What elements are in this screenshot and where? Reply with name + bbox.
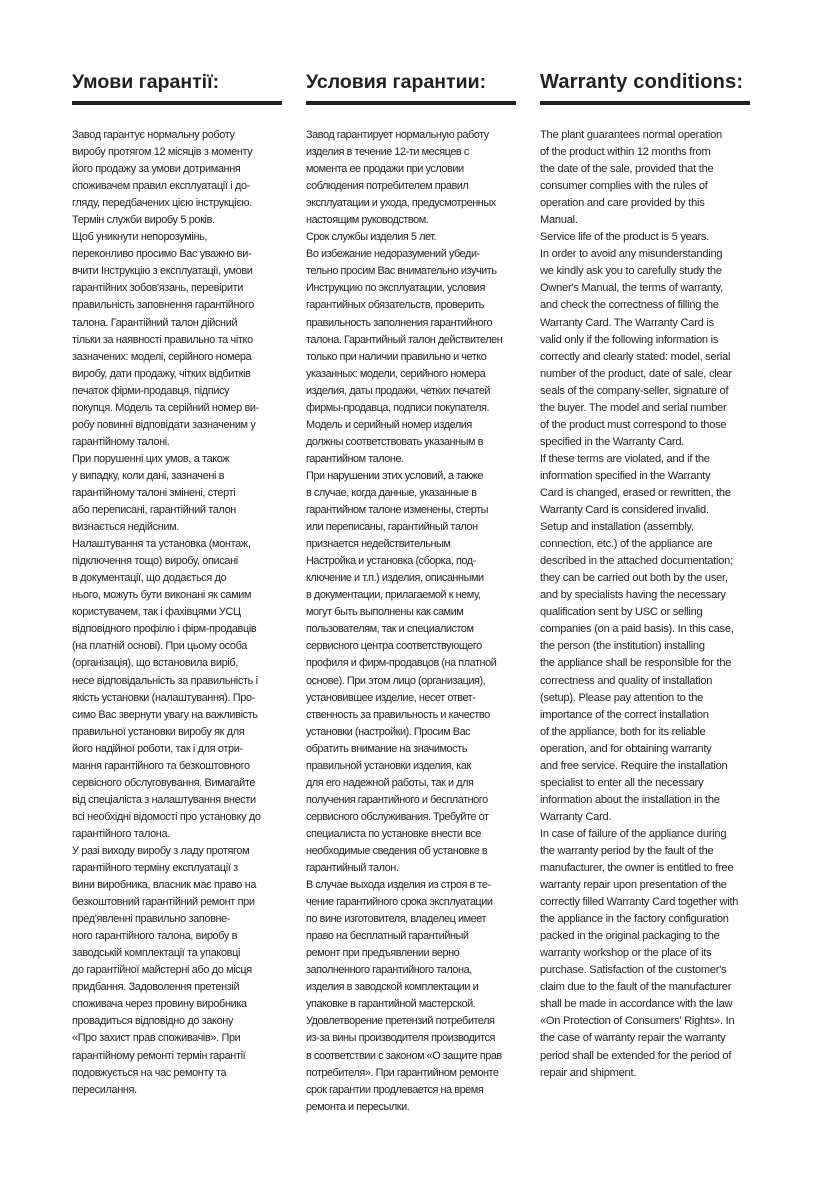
text-line: companies (on a paid basis). In this case,	[540, 623, 734, 636]
text-line: manufacturer, the owner is entitled to free	[540, 862, 734, 875]
text-line: гарантийный талон.	[306, 862, 399, 875]
text-line: безкоштовний гарантійний ремонт при	[72, 896, 255, 909]
heading-english: Warranty conditions:	[540, 71, 744, 93]
text-line: the date of the sale, provided that the	[540, 163, 714, 176]
text-line: могут быть выполнены как самим	[306, 606, 464, 619]
text-line: несе відповідальність за правильність і	[72, 674, 258, 687]
text-line: Warranty Card.	[540, 810, 612, 823]
warranty-text-russian	[306, 127, 518, 1116]
text-line: підключення тощо) виробу, описані	[72, 555, 238, 568]
text-line: and by specialists having the necessary	[540, 589, 726, 602]
text-line: ремонта и пересылки.	[306, 1100, 410, 1113]
text-line: тельно просим Вас внимательно изучить	[306, 265, 497, 278]
text-line: для его надежной работы, так и для	[306, 776, 474, 789]
text-line: Setup and installation (assembly,	[540, 521, 694, 534]
text-line: (setup). Please pay attention to the	[540, 691, 704, 704]
warranty-text-ukrainian	[72, 127, 284, 1099]
text-line: из-за вины производителя производится	[306, 1032, 495, 1045]
text-line: до гарантійної майстерні або до місця	[72, 964, 252, 977]
text-line: (організація), що встановила виріб,	[72, 657, 238, 670]
text-line: срок гарантии продлевается на время	[306, 1083, 484, 1096]
text-line: момента ее продажи при условии	[306, 163, 464, 176]
text-line: the case of warranty repair the warranty	[540, 1032, 726, 1045]
text-line: seals of the company-seller, signature of	[540, 384, 729, 397]
text-line: должны соответствовать указанным в	[306, 435, 483, 448]
text-line: period shall be extended for the period of	[540, 1049, 732, 1062]
text-line: гарантійному ремонті термін гарантії	[72, 1049, 246, 1062]
text-line: Инструкцию по эксплуатации, условия	[306, 282, 485, 295]
text-line: In order to avoid any misunderstanding	[540, 248, 723, 261]
text-line: печаток фірми-продавця, підпису	[72, 384, 230, 397]
text-line: изделия в течение 12-ти месяцев с	[306, 146, 469, 159]
text-line: warranty repair upon presentation of the	[540, 879, 727, 892]
text-line: фирмы-продавца, подписи покупателя.	[306, 401, 490, 414]
text-line: ремонт при предъявлении верно	[306, 947, 460, 960]
text-line: гляду, передбачених цією інструкцією.	[72, 197, 252, 210]
text-line: заводській комплектації та упаковці	[72, 947, 241, 960]
text-line: по вине изготовителя, владелец имеет	[306, 913, 487, 926]
text-line: information about the installation in the	[540, 793, 720, 806]
text-line: від спеціаліста з налаштування внести	[72, 793, 256, 806]
text-line: the buyer. The model and serial number	[540, 401, 727, 414]
text-line: Налаштування та установка (монтаж,	[72, 538, 251, 551]
text-line: ственность за правильность и качество	[306, 708, 490, 721]
text-line: сервісного обслуговування. Вимагайте	[72, 776, 256, 789]
text-line: Service life of the product is 5 years.	[540, 231, 710, 244]
heading-russian: Условия гарантии:	[306, 71, 487, 93]
text-line: установки (настройки). Просим Вас	[306, 725, 471, 738]
text-line: of the product within 12 months from	[540, 146, 711, 159]
text-line: тільки за наявності правильно та чітко	[72, 333, 253, 346]
text-line: «Про захист прав споживачів». При	[72, 1032, 241, 1045]
warranty-column-ukrainian	[72, 68, 284, 1099]
text-line: they can be carried out both by the user,	[540, 572, 728, 585]
text-line: connection, etc.) of the appliance are	[540, 538, 713, 551]
text-line: If these terms are violated, and if the	[540, 452, 710, 465]
text-line: робу повинні відповідати зазначеним у	[72, 418, 256, 431]
heading-rule-russian	[306, 101, 516, 105]
text-line: мання гарантійного та безкоштовного	[72, 759, 250, 772]
text-line: гарантійних зобов'язань, перевірити	[72, 282, 243, 295]
text-line: operation, and for obtaining warranty	[540, 742, 712, 755]
text-line: виробу протягом 12 місяців з моменту	[72, 146, 253, 159]
text-line: зазначених: моделі, серійного номера	[72, 350, 252, 363]
text-line: of the appliance, both for its reliable	[540, 725, 706, 738]
text-line: correctness and quality of installation	[540, 674, 713, 687]
text-line: гарантийном талоне.	[306, 452, 404, 465]
text-line: виробу, дати продажу, чітких відбитків	[72, 367, 251, 380]
text-line: гарантійному талоні змінені, стерті	[72, 486, 236, 499]
text-line: repair and shipment.	[540, 1066, 637, 1079]
text-line: and free service. Require the installation	[540, 759, 728, 772]
text-line: operation and care provided by this	[540, 197, 705, 210]
text-line: талона. Гарантийный талон действителен	[306, 333, 503, 346]
warranty-column-russian	[306, 68, 518, 1116]
text-line: number of the product, date of sale, clear	[540, 367, 732, 380]
text-line: described in the attached documentation;	[540, 555, 733, 568]
text-line: вчити Інструкцію з експлуатації, умови	[72, 265, 253, 278]
text-line: packed in the original packaging to the	[540, 930, 720, 943]
heading-rule-english	[540, 101, 750, 105]
text-line: importance of the correct installation	[540, 708, 709, 721]
text-line: Термін служби виробу 5 років.	[72, 214, 215, 227]
text-line: симо Вас звернути увагу на важливість	[72, 708, 258, 721]
text-line: користувачем, так і фахівцями УСЦ	[72, 606, 241, 619]
warranty-column-english	[540, 68, 752, 1082]
text-line: установившее изделие, несет ответ-	[306, 691, 476, 704]
text-line: або переписані, гарантійний талон	[72, 504, 236, 517]
text-line: нього, можуть бути виконані як самим	[72, 589, 252, 602]
text-line: Во избежание недоразумений убеди-	[306, 248, 480, 261]
text-line: правильность заполнения гарантийного	[306, 316, 493, 329]
text-line: изделия, даты продажи, четких печатей	[306, 384, 491, 397]
text-line: чение гарантийного срока эксплуатации	[306, 896, 493, 909]
text-line: the person (the institution) installing	[540, 640, 705, 653]
heading-rule-ukrainian	[72, 101, 282, 105]
text-line: При порушенні цих умов, а також	[72, 452, 230, 465]
text-line: сервисного обслуживания. Требуйте от	[306, 810, 489, 823]
text-line: пред'явленні правильно заповне-	[72, 913, 231, 926]
text-line: потребителя». При гарантийном ремонте	[306, 1066, 499, 1079]
text-line: упаковке в гарантийной мастерской.	[306, 998, 476, 1011]
text-line: purchase. Satisfaction of the customer's	[540, 964, 727, 977]
text-line: correctly filled Warranty Card together with	[540, 896, 739, 909]
text-line: and check the correctness of filling the	[540, 299, 719, 312]
text-line: Warranty Card is considered invalid.	[540, 504, 709, 517]
text-line: талона. Гарантійний талон дійсний	[72, 316, 238, 329]
text-line: якість установки (налаштування). Про-	[72, 691, 255, 704]
text-line: гарантійного терміну експлуатації з	[72, 862, 238, 875]
text-line: Щоб уникнути непорозумінь,	[72, 231, 208, 244]
text-line: споживачем правил експлуатації і до-	[72, 180, 250, 193]
text-line: настоящим руководством.	[306, 214, 429, 227]
text-line: придбання. Задоволення претензій	[72, 981, 240, 994]
text-line: гарантійного талона.	[72, 827, 170, 840]
text-line: в случае, когда данные, указанные в	[306, 486, 477, 499]
text-line: Warranty Card. The Warranty Card is	[540, 316, 714, 329]
text-line: Card is changed, erased or rewritten, the	[540, 486, 731, 499]
text-line: в соответствии с законом «О защите прав	[306, 1049, 502, 1062]
text-line: information specified in the Warranty	[540, 469, 711, 482]
text-line: сервисного центра соответствующего	[306, 640, 482, 653]
text-line: shall be made in accordance with the law	[540, 998, 733, 1011]
text-line: Настройка и установка (сборка, под-	[306, 555, 476, 568]
text-line: гарантийном талоне изменены, стерты	[306, 504, 489, 517]
text-line: у випадку, коли дані, зазначені в	[72, 469, 225, 482]
text-line: пересилання.	[72, 1083, 137, 1096]
text-line: правильной установки изделия, как	[306, 759, 471, 772]
text-line: specialist to enter all the necessary	[540, 776, 704, 789]
text-line: qualification sent by USC or selling	[540, 606, 703, 619]
text-line: Завод гарантує нормальну роботу	[72, 129, 235, 141]
text-line: необходимые сведения об установке в	[306, 844, 488, 857]
text-line: of the product must correspond to those	[540, 418, 727, 431]
text-line: warranty workshop or the place of its	[540, 947, 712, 960]
text-line: При нарушении этих условий, а также	[306, 469, 483, 482]
text-line: или переписаны, гарантийный талон	[306, 521, 478, 534]
text-line: Модель и серийный номер изделия	[306, 418, 472, 431]
text-line: изделия в заводской комплектации и	[306, 981, 479, 994]
text-line: гарантійному талоні.	[72, 435, 170, 448]
text-line: його надійної роботи, так і для отри-	[72, 742, 243, 755]
text-line: признается недействительным	[306, 538, 451, 551]
text-line: claim due to the fault of the manufacturer	[540, 981, 732, 994]
text-line: In case of failure of the appliance during	[540, 827, 727, 840]
text-line: consumer complies with the rules of	[540, 180, 708, 193]
text-line: специалиста по установке внести все	[306, 827, 481, 840]
text-line: Срок службы изделия 5 лет.	[306, 231, 437, 244]
text-line: specified in the Warranty Card.	[540, 435, 685, 448]
text-line: всі необхідні відомості про установку до	[72, 810, 261, 823]
text-line: Завод гарантирует нормальную работу	[306, 129, 489, 141]
text-line: valid only if the following information is	[540, 333, 719, 346]
text-line: основе). При этом лицо (организация),	[306, 674, 486, 687]
text-line: the appliance in the factory configuration	[540, 913, 729, 926]
text-line: в документации, прилагаемой к нему,	[306, 589, 481, 602]
text-line: вини виробника, власник має право на	[72, 879, 257, 892]
text-line: покупця. Модель та серійний номер ви-	[72, 401, 259, 414]
text-line: відповідного профілю і фірм-продавців	[72, 623, 257, 636]
text-line: профиля и фирм-продавцов (на платной	[306, 657, 497, 670]
text-line: провадиться відповідно до закону	[72, 1015, 234, 1028]
text-line: обратить внимание на значимость	[306, 742, 467, 755]
text-line: гарантийных обязательств, проверить	[306, 299, 484, 312]
text-line: Manual.	[540, 214, 578, 227]
text-line: в документації, що додається до	[72, 572, 227, 585]
text-line: эксплуатации и ухода, предусмотренных	[306, 197, 496, 210]
text-line: пользователям, так и специалистом	[306, 623, 474, 636]
text-line: право на бесплатный гарантийный	[306, 930, 469, 943]
warranty-text-english	[540, 127, 752, 1082]
text-line: Удовлетворение претензий потребителя	[306, 1015, 495, 1028]
text-line: Owner's Manual, the terms of warranty,	[540, 282, 723, 295]
text-line: споживача через провину виробника	[72, 998, 247, 1011]
text-line: подовжується на час ремонту та	[72, 1066, 227, 1079]
text-line: його продажу за умови дотримання	[72, 163, 241, 176]
text-line: получения гарантийного и бесплатного	[306, 793, 488, 806]
text-line: «On Protection of Consumers' Rights». In	[540, 1015, 735, 1028]
heading-ukrainian: Умови гарантії:	[72, 71, 220, 93]
text-line: указанных: модели, серийного номера	[306, 367, 486, 380]
text-line: правильність заповнення гарантійного	[72, 299, 254, 312]
text-line: (на платній основі). При цьому особа	[72, 640, 247, 653]
text-line: the appliance shall be responsible for the	[540, 657, 732, 670]
text-line: correctly and clearly stated: model, serial	[540, 350, 731, 363]
text-line: У разі виходу виробу з ладу протягом	[72, 844, 250, 857]
text-line: соблюдения потребителем правил	[306, 180, 469, 193]
text-line: the warranty period by the fault of the	[540, 844, 714, 857]
text-line: визнається недійсним.	[72, 521, 179, 534]
text-line: переконливо просимо Вас уважно ви-	[72, 248, 252, 261]
text-line: заполненного гарантийного талона,	[306, 964, 472, 977]
text-line: правильної установки виробу як для	[72, 725, 245, 738]
text-line: The plant guarantees normal operation	[540, 129, 722, 141]
text-line: we kindly ask you to carefully study the	[540, 265, 722, 278]
text-line: ключение и т.п.) изделия, описанными	[306, 572, 484, 585]
text-line: ного гарантійного талона, виробу в	[72, 930, 238, 943]
text-line: только при наличии правильно и четко	[306, 350, 487, 363]
text-line: В случае выхода изделия из строя в те-	[306, 879, 491, 892]
